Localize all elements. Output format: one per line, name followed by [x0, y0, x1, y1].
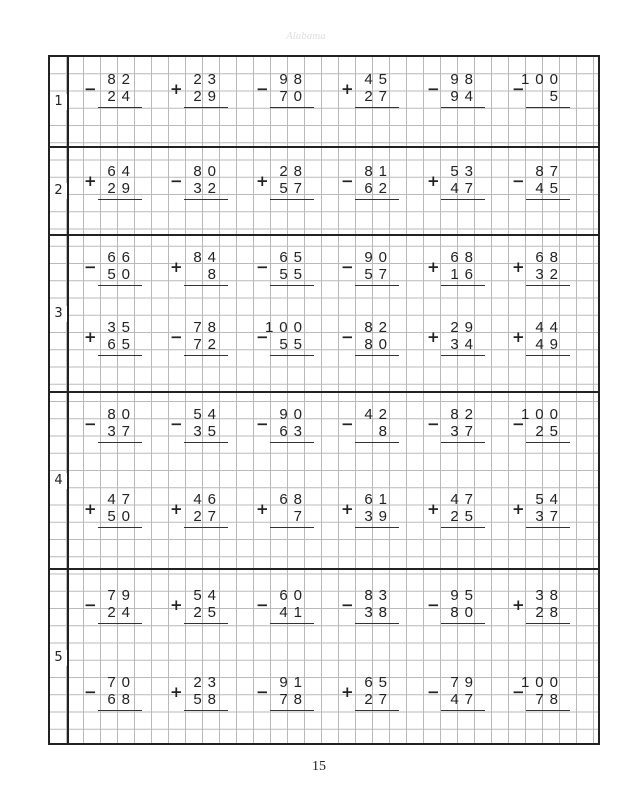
second-operand: 16	[450, 266, 479, 283]
answer-line	[184, 355, 228, 356]
second-operand: 37	[450, 423, 479, 440]
minus-sign: −	[256, 683, 269, 701]
minus-sign: −	[512, 80, 525, 98]
answer-line	[98, 285, 142, 286]
plus-sign: +	[341, 80, 354, 98]
second-operand: 45	[535, 180, 564, 197]
first-operand: 82	[107, 71, 136, 88]
math-problem	[84, 674, 144, 714]
second-operand: 24	[107, 604, 136, 621]
second-operand: 47	[450, 180, 479, 197]
minus-sign: −	[256, 80, 269, 98]
second-operand: 57	[279, 180, 308, 197]
second-operand: 50	[107, 508, 136, 525]
answer-line	[441, 623, 485, 624]
math-problem	[512, 71, 572, 111]
math-problem	[427, 674, 487, 714]
answer-line	[184, 623, 228, 624]
minus-sign: −	[256, 258, 269, 276]
first-operand: 23	[193, 71, 222, 88]
second-operand: 27	[364, 691, 393, 708]
math-problem	[84, 71, 144, 111]
section-number: 2	[50, 183, 67, 199]
second-operand: 7	[293, 508, 308, 525]
answer-line	[98, 710, 142, 711]
section-divider	[50, 234, 598, 236]
second-operand: 5	[549, 88, 564, 105]
first-operand: 65	[364, 674, 393, 691]
first-operand: 47	[450, 491, 479, 508]
math-problem	[512, 587, 572, 627]
answer-line	[98, 199, 142, 200]
math-problem	[341, 163, 401, 203]
plus-sign: +	[170, 80, 183, 98]
answer-line	[526, 710, 570, 711]
math-problem	[84, 249, 144, 289]
second-operand: 39	[364, 508, 393, 525]
math-problem	[427, 319, 487, 359]
first-operand: 98	[279, 71, 308, 88]
math-problem	[341, 587, 401, 627]
first-operand: 65	[279, 249, 308, 266]
first-operand: 38	[535, 587, 564, 604]
plus-sign: +	[84, 172, 97, 190]
first-operand: 68	[535, 249, 564, 266]
math-problem	[341, 71, 401, 111]
second-operand: 27	[364, 88, 393, 105]
answer-line	[184, 527, 228, 528]
math-problem	[256, 163, 316, 203]
minus-sign: −	[256, 415, 269, 433]
answer-line	[98, 107, 142, 108]
minus-sign: −	[427, 596, 440, 614]
plus-sign: +	[170, 500, 183, 518]
second-operand: 80	[450, 604, 479, 621]
plus-sign: +	[84, 328, 97, 346]
plus-sign: +	[512, 596, 525, 614]
answer-line	[355, 107, 399, 108]
second-operand: 80	[364, 336, 393, 353]
answer-line	[441, 107, 485, 108]
page-number: 15	[312, 759, 326, 774]
section-number: 4	[50, 473, 67, 489]
answer-line	[184, 199, 228, 200]
answer-line	[98, 442, 142, 443]
first-operand: 64	[107, 163, 136, 180]
plus-sign: +	[427, 328, 440, 346]
math-problem	[84, 163, 144, 203]
math-problem	[427, 491, 487, 531]
answer-line	[270, 710, 314, 711]
first-operand: 82	[450, 406, 479, 423]
first-operand: 100	[520, 674, 564, 691]
math-problem	[512, 674, 572, 714]
answer-line	[441, 527, 485, 528]
math-problem	[427, 163, 487, 203]
second-operand: 8	[378, 423, 393, 440]
answer-line	[526, 355, 570, 356]
section-number: 3	[50, 306, 67, 322]
minus-sign: −	[256, 328, 269, 346]
math-problem	[256, 674, 316, 714]
answer-line	[441, 199, 485, 200]
math-problem	[256, 491, 316, 531]
second-operand: 37	[535, 508, 564, 525]
first-operand: 84	[193, 249, 222, 266]
plus-sign: +	[256, 172, 269, 190]
answer-line	[270, 199, 314, 200]
first-operand: 66	[107, 249, 136, 266]
minus-sign: −	[341, 172, 354, 190]
first-operand: 47	[107, 491, 136, 508]
math-problem	[256, 319, 316, 359]
first-operand: 79	[107, 587, 136, 604]
minus-sign: −	[256, 596, 269, 614]
worksheet-grid	[48, 55, 600, 745]
answer-line	[270, 623, 314, 624]
first-operand: 54	[535, 491, 564, 508]
second-operand: 37	[107, 423, 136, 440]
plus-sign: +	[341, 500, 354, 518]
answer-line	[441, 355, 485, 356]
second-operand: 50	[107, 266, 136, 283]
first-operand: 83	[364, 587, 393, 604]
first-operand: 35	[107, 319, 136, 336]
math-problem	[170, 491, 230, 531]
second-operand: 58	[193, 691, 222, 708]
math-problem	[170, 406, 230, 446]
answer-line	[526, 199, 570, 200]
math-problem	[256, 249, 316, 289]
math-problem	[84, 406, 144, 446]
math-problem	[512, 319, 572, 359]
first-operand: 80	[107, 406, 136, 423]
first-operand: 80	[193, 163, 222, 180]
minus-sign: −	[84, 415, 97, 433]
second-operand: 72	[193, 336, 222, 353]
second-operand: 49	[535, 336, 564, 353]
first-operand: 46	[193, 491, 222, 508]
math-problem	[84, 319, 144, 359]
first-operand: 100	[520, 406, 564, 423]
second-operand: 29	[193, 88, 222, 105]
math-problem	[341, 319, 401, 359]
minus-sign: −	[341, 596, 354, 614]
answer-line	[184, 107, 228, 108]
second-operand: 35	[193, 423, 222, 440]
second-operand: 68	[107, 691, 136, 708]
first-operand: 54	[193, 406, 222, 423]
first-operand: 61	[364, 491, 393, 508]
minus-sign: −	[341, 415, 354, 433]
math-problem	[512, 406, 572, 446]
second-operand: 78	[535, 691, 564, 708]
math-problem	[84, 587, 144, 627]
plus-sign: +	[512, 258, 525, 276]
first-operand: 81	[364, 163, 393, 180]
second-operand: 32	[535, 266, 564, 283]
answer-line	[98, 527, 142, 528]
second-operand: 32	[193, 180, 222, 197]
section-divider	[50, 568, 598, 570]
first-operand: 53	[450, 163, 479, 180]
first-operand: 79	[450, 674, 479, 691]
section-divider	[50, 391, 598, 393]
second-operand: 65	[107, 336, 136, 353]
plus-sign: +	[512, 500, 525, 518]
answer-line	[355, 355, 399, 356]
plus-sign: +	[427, 258, 440, 276]
answer-line	[441, 285, 485, 286]
plus-sign: +	[84, 500, 97, 518]
minus-sign: −	[512, 172, 525, 190]
section-number: 1	[50, 94, 67, 110]
math-problem	[170, 587, 230, 627]
second-operand: 41	[279, 604, 308, 621]
second-operand: 25	[535, 423, 564, 440]
first-operand: 100	[264, 319, 308, 336]
second-operand: 27	[193, 508, 222, 525]
first-operand: 70	[107, 674, 136, 691]
minus-sign: −	[84, 596, 97, 614]
minus-sign: −	[427, 415, 440, 433]
minus-sign: −	[84, 80, 97, 98]
minus-sign: −	[170, 328, 183, 346]
section-divider	[50, 146, 598, 148]
math-problem	[512, 163, 572, 203]
plus-sign: +	[427, 500, 440, 518]
first-operand: 90	[279, 406, 308, 423]
first-operand: 95	[450, 587, 479, 604]
first-operand: 60	[279, 587, 308, 604]
math-problem	[170, 163, 230, 203]
minus-sign: −	[512, 683, 525, 701]
minus-sign: −	[84, 683, 97, 701]
answer-line	[98, 355, 142, 356]
math-problem	[341, 491, 401, 531]
answer-line	[526, 107, 570, 108]
second-operand: 25	[450, 508, 479, 525]
answer-line	[441, 710, 485, 711]
second-operand: 28	[535, 604, 564, 621]
plus-sign: +	[256, 500, 269, 518]
minus-sign: −	[512, 415, 525, 433]
plus-sign: +	[170, 683, 183, 701]
math-problem	[341, 406, 401, 446]
second-operand: 29	[107, 180, 136, 197]
minus-sign: −	[170, 415, 183, 433]
answer-line	[184, 285, 228, 286]
second-operand: 25	[193, 604, 222, 621]
first-operand: 42	[364, 406, 393, 423]
first-operand: 68	[279, 491, 308, 508]
math-problem	[256, 406, 316, 446]
minus-sign: −	[427, 80, 440, 98]
second-operand: 34	[450, 336, 479, 353]
math-problem	[427, 406, 487, 446]
answer-line	[355, 710, 399, 711]
answer-line	[526, 527, 570, 528]
math-problem	[341, 674, 401, 714]
math-problem	[512, 249, 572, 289]
math-problem	[256, 71, 316, 111]
answer-line	[270, 355, 314, 356]
second-operand: 62	[364, 180, 393, 197]
second-operand: 47	[450, 691, 479, 708]
second-operand: 55	[279, 336, 308, 353]
answer-line	[270, 285, 314, 286]
answer-line	[355, 442, 399, 443]
margin-line	[67, 57, 69, 743]
plus-sign: +	[341, 683, 354, 701]
faint-header-text: Alabama	[286, 30, 326, 42]
math-problem	[427, 249, 487, 289]
first-operand: 54	[193, 587, 222, 604]
math-problem	[256, 587, 316, 627]
answer-line	[270, 442, 314, 443]
math-problem	[84, 491, 144, 531]
answer-line	[355, 285, 399, 286]
second-operand: 38	[364, 604, 393, 621]
math-problem	[512, 491, 572, 531]
answer-line	[355, 199, 399, 200]
answer-line	[355, 623, 399, 624]
first-operand: 28	[279, 163, 308, 180]
minus-sign: −	[341, 328, 354, 346]
answer-line	[184, 710, 228, 711]
answer-line	[270, 527, 314, 528]
minus-sign: −	[341, 258, 354, 276]
math-problem	[341, 249, 401, 289]
first-operand: 82	[364, 319, 393, 336]
second-operand: 94	[450, 88, 479, 105]
first-operand: 90	[364, 249, 393, 266]
math-problem	[170, 319, 230, 359]
second-operand: 8	[207, 266, 222, 283]
first-operand: 44	[535, 319, 564, 336]
first-operand: 45	[364, 71, 393, 88]
answer-line	[526, 285, 570, 286]
first-operand: 29	[450, 319, 479, 336]
answer-line	[355, 527, 399, 528]
answer-line	[184, 442, 228, 443]
math-problem	[427, 587, 487, 627]
answer-line	[526, 442, 570, 443]
first-operand: 87	[535, 163, 564, 180]
plus-sign: +	[512, 328, 525, 346]
math-problem	[170, 674, 230, 714]
answer-line	[526, 623, 570, 624]
math-problem	[170, 249, 230, 289]
minus-sign: −	[84, 258, 97, 276]
math-problem	[427, 71, 487, 111]
plus-sign: +	[170, 596, 183, 614]
first-operand: 100	[520, 71, 564, 88]
answer-line	[98, 623, 142, 624]
second-operand: 78	[279, 691, 308, 708]
second-operand: 24	[107, 88, 136, 105]
answer-line	[441, 442, 485, 443]
math-problem	[170, 71, 230, 111]
plus-sign: +	[170, 258, 183, 276]
second-operand: 70	[279, 88, 308, 105]
first-operand: 91	[279, 674, 308, 691]
first-operand: 98	[450, 71, 479, 88]
second-operand: 55	[279, 266, 308, 283]
minus-sign: −	[170, 172, 183, 190]
plus-sign: +	[427, 172, 440, 190]
first-operand: 23	[193, 674, 222, 691]
second-operand: 63	[279, 423, 308, 440]
first-operand: 78	[193, 319, 222, 336]
first-operand: 68	[450, 249, 479, 266]
answer-line	[270, 107, 314, 108]
second-operand: 57	[364, 266, 393, 283]
minus-sign: −	[427, 683, 440, 701]
section-number: 5	[50, 650, 67, 666]
